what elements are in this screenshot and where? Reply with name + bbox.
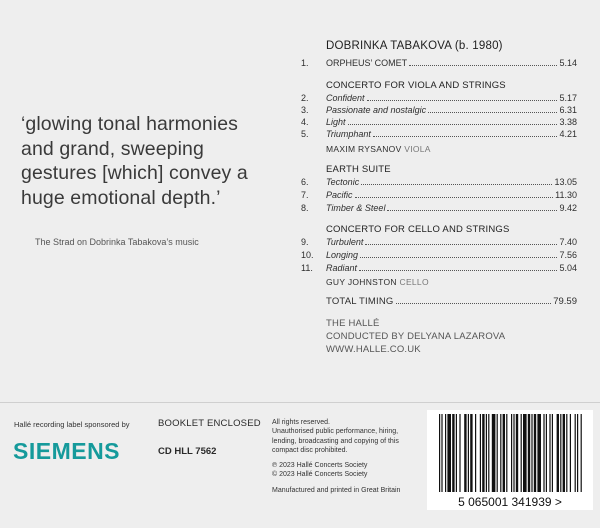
quote-line: ‘glowing tonal harmonies — [21, 113, 239, 135]
dot-leader — [361, 184, 552, 185]
dot-leader — [367, 100, 558, 101]
legal-notice — [272, 418, 422, 495]
track-time: 5.14 — [559, 58, 577, 68]
track-number: 8. — [301, 203, 309, 213]
performer-credits — [326, 317, 505, 356]
track-number: 9. — [301, 237, 309, 247]
track-row — [301, 262, 577, 274]
track-title: Triumphant — [326, 129, 371, 139]
track-title: Confident — [326, 93, 365, 103]
track-time: 7.56 — [559, 250, 577, 260]
track-row — [301, 189, 577, 201]
legal-line: Manufactured and printed in Great Britain — [272, 486, 401, 494]
dot-leader — [428, 112, 557, 113]
legal-line: ℗ 2023 Hallé Concerts Society — [272, 462, 368, 470]
track-row — [301, 92, 577, 104]
orchestra-name: THE HALLÉ — [326, 318, 380, 329]
dot-leader — [409, 65, 557, 66]
track-number: 5. — [301, 129, 309, 139]
press-quote — [21, 112, 301, 210]
track-title: ORPHEUS’ COMET — [326, 58, 408, 68]
legal-line: Unauthorised public performance, hiring, — [272, 428, 399, 436]
dot-leader — [360, 257, 557, 258]
barcode-graphic — [427, 410, 593, 510]
soloist-name: MAXIM RYSANOV — [326, 144, 402, 154]
dot-leader — [348, 124, 558, 125]
track-time: 7.40 — [559, 237, 577, 247]
quote-source: The Strad on Dobrinka Tabakova’s music — [35, 237, 199, 247]
total-timing-label: TOTAL TIMING — [326, 296, 394, 307]
quote-line: gestures [which] convey a — [21, 162, 248, 184]
track-number: 1. — [301, 58, 309, 68]
track-number: 2. — [301, 93, 309, 103]
track-number: 6. — [301, 177, 309, 187]
legal-line: All rights reserved. — [272, 419, 330, 426]
track-number: 11. — [301, 263, 313, 273]
soloist-instrument: VIOLA — [404, 144, 431, 154]
catalogue-number: CD HLL 7562 — [158, 446, 217, 457]
track-title: Turbulent — [326, 237, 364, 247]
legal-line: compact disc prohibited. — [272, 446, 348, 454]
track-title: Tectonic — [326, 177, 360, 187]
track-title: Pacific — [326, 190, 353, 200]
soloist-name: GUY JOHNSTON — [326, 277, 397, 287]
barcode — [427, 410, 593, 510]
barcode-digits: 5 065001 341939 > — [458, 495, 562, 509]
track-time: 13.05 — [554, 177, 577, 187]
track-row — [301, 57, 577, 69]
dot-leader — [396, 303, 552, 304]
dot-leader — [387, 210, 557, 211]
sponsor-text: Hallé recording label sponsored by — [14, 420, 130, 429]
track-number: 10. — [301, 250, 314, 260]
track-title: Light — [326, 117, 346, 127]
track-row — [301, 202, 577, 214]
track-row — [301, 128, 577, 140]
footer-divider — [0, 402, 600, 403]
siemens-logo: SIEMENS — [13, 438, 121, 464]
soloist-instrument: CELLO — [399, 277, 429, 287]
track-row — [301, 116, 577, 128]
track-time: 5.17 — [559, 93, 577, 103]
work-title-cello: CONCERTO FOR CELLO AND STRINGS — [326, 224, 510, 235]
work-title-earth-suite: EARTH SUITE — [326, 164, 391, 175]
work-title-viola: CONCERTO FOR VIOLA AND STRINGS — [326, 80, 506, 91]
composer-heading: DOBRINKA TABAKOVA (b. 1980) — [326, 40, 503, 52]
track-time: 3.38 — [559, 117, 577, 127]
track-row — [301, 249, 577, 261]
track-title: Timber & Steel — [326, 203, 386, 213]
track-time: 11.30 — [555, 190, 577, 200]
soloist-credit-viola — [326, 144, 431, 154]
soloist-credit-cello — [326, 277, 429, 287]
legal-line: lending, broadcasting and copying of this — [272, 437, 399, 445]
track-row — [301, 236, 577, 248]
track-number: 7. — [301, 190, 309, 200]
dot-leader — [365, 244, 557, 245]
quote-line: huge emotional depth.’ — [21, 186, 221, 209]
track-row — [301, 176, 577, 188]
track-time: 4.21 — [559, 129, 577, 139]
track-title: Radiant — [326, 263, 358, 273]
total-timing-value: 79.59 — [553, 296, 577, 307]
track-number: 3. — [301, 105, 309, 115]
dot-leader — [373, 136, 558, 137]
conductor-credit: CONDUCTED BY DELYANA LAZAROVA — [326, 331, 506, 342]
track-time: 6.31 — [559, 105, 577, 115]
total-timing-row — [326, 295, 577, 307]
track-time: 5.04 — [559, 263, 577, 273]
track-title: Passionate and nostalgic — [326, 105, 427, 115]
legal-line: © 2023 Hallé Concerts Society — [272, 471, 368, 479]
track-number: 4. — [301, 117, 309, 127]
track-row — [301, 104, 577, 116]
dot-leader — [359, 270, 557, 271]
booklet-enclosed: BOOKLET ENCLOSED — [158, 418, 261, 429]
track-title: Longing — [326, 250, 359, 260]
quote-line: and grand, sweeping — [21, 137, 204, 160]
track-time: 9.42 — [559, 203, 577, 213]
website-link[interactable]: WWW.HALLE.CO.UK — [326, 344, 421, 355]
dot-leader — [355, 197, 554, 198]
